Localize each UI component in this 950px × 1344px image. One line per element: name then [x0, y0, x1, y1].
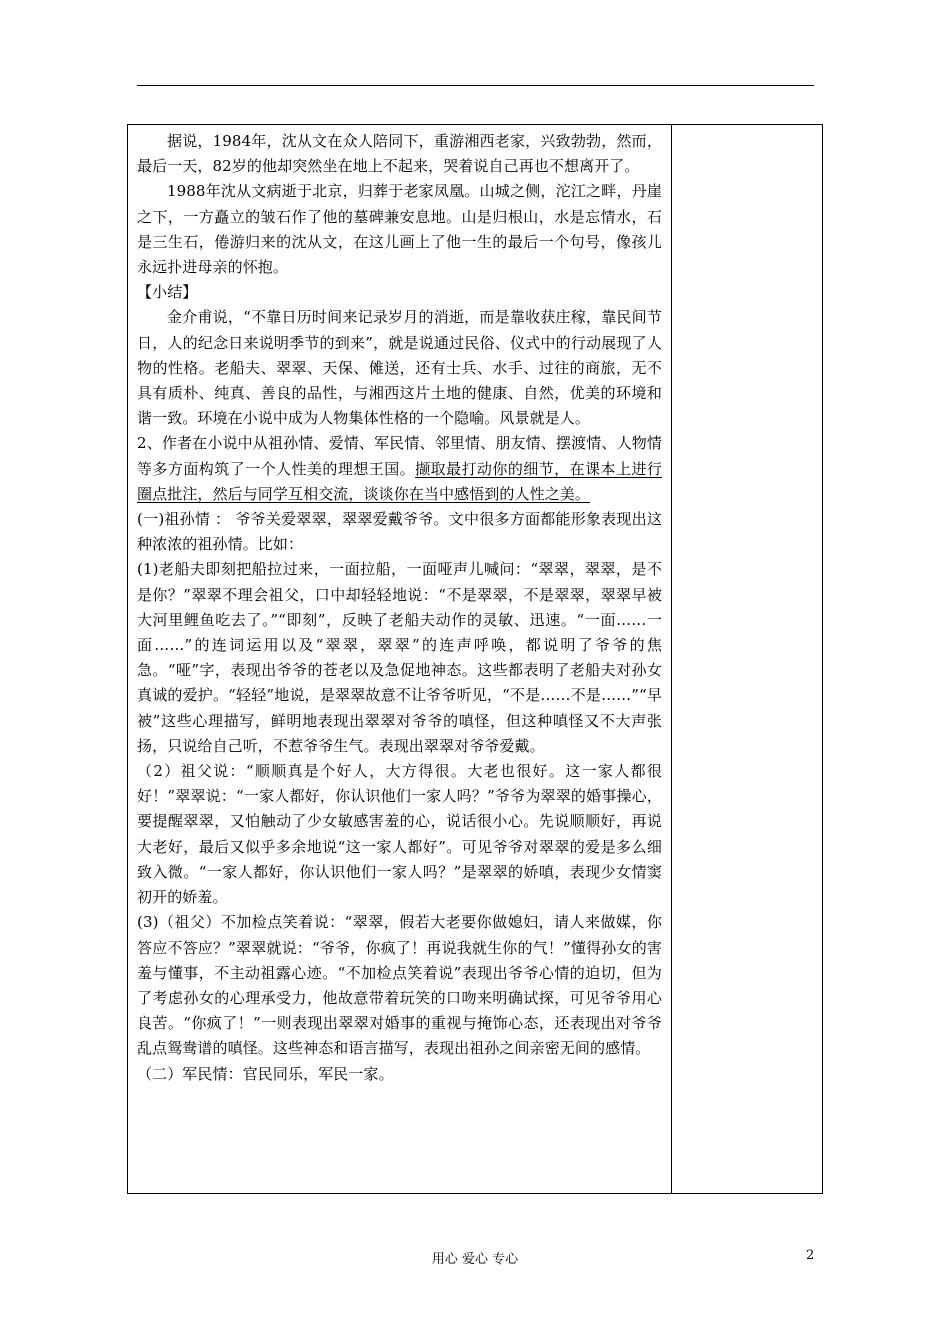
section-military-civilian: （二）军民情：官民同乐，军民一家。 — [137, 1064, 394, 1083]
example-3: (3)（祖父）不加检点笑着说：“翠翠，假若大老要你做媳妇，请人来做媒，你答应不答应？”翠翠就说：“爷爷，你疯了！再说我就生你的气！”懂得孙女的害羞与懂事，不主动祖露心迹。“不加检点笑着说”表现出爷爷心情的迫切，但为了考虑孙女的心理承受力，他故意带着玩笑的口吻来明确试探，可见爷爷用心良苦。“你疯了！”一则表现出翠翠对婚事的重视与掩饰心态，还表现出对爷爷乱点鸳鸯谱的嗔怪。这些神态和语言描写，表现出祖孙之间亲密无间的感情。 — [137, 913, 662, 1058]
paragraph-task — [137, 431, 662, 507]
header-rule — [137, 85, 814, 86]
example-1: (1)老船夫即刻把船拉过来，一面拉船，一面哑声儿喊问：“翠翠，翠翠，是不是你？”翠翠不理会祖父，口中却轻轻地说：“不是翠翠，不是翠翠，翠翠早被大河里鲤鱼吃去了。”“即刻”，反映了老船夫动作的灵敏、迅速。“一面……一面……”的连词运用以及“翠翠，翠翠”的连声呼唤，都说明了爷爷的焦急。“哑”字，表现出爷爷的苍老以及急促地神态。这些都表明了老船夫对孙女真诚的爱护。“轻轻”地说，是翠翠故意不让爷爷听见，“不是……不是……”“早被”这些心理描写，鲜明地表现出翠翠对爷爷的嗔怪，但这种嗔怪又不大声张扬，只说给自己听，不惹爷爷生气。表现出翠翠对爷爷爱戴。 — [137, 560, 662, 755]
footer-motto: 用心 爱心 专心 — [431, 1252, 519, 1267]
main-text-cell — [137, 129, 662, 1087]
page-number: 2 — [806, 1248, 815, 1263]
task-intro: 2、作者在小说中从祖孙情、爱情、军民情、邻里情、朋友情、摆渡情、人物情等多方面构筑了一个人性美的理想王国。 — [137, 434, 662, 478]
example-2: （2）祖父说：“顺顺真是个好人，大方得很。大老也很好。这一家人都很好！”翠翠说：“一家人都好，你认识他们一家人吗？”爷爷为翠翠的婚事操心，要提醒翠翠，又怕触动了少女敏感害羞的心，说话很小心。先说顺顺好，再说大老好，最后又似乎多余地说“这一家人都好”。可见爷爷对翠翠的爱是多么细致入微。“一家人都好，你认识他们一家人吗？”是翠翠的娇嗔，表现少女情窦初开的娇羞。 — [137, 762, 662, 907]
task-instruction-underlined: 撷取最打动你的细节，在课本上进行圈点批注，然后与同学互相交流，谈谈你在当中感悟到的人性之美。 — [137, 459, 662, 503]
lesson-table — [127, 124, 823, 1194]
paragraph-burial: 1988年沈从文病逝于北京，归葬于老家凤凰。山城之侧，沱江之畔，丹崖之下，一方矗立的皱石作了他的墓碑兼安息地。山是归根山，水是忘情水，石是三生石，倦游归来的沈从文，在这儿画上了他一生的最后一个句号，像孩儿永远扑进母亲的怀抱。 — [137, 182, 662, 277]
section-grandparent-love: (一)祖孙情 ： 爷爷关爱翠翠，翠翠爱戴爷爷。文中很多方面都能形象表现出这种浓浓的祖孙情。比如： — [137, 510, 662, 554]
paragraph-summary: 金介甫说，“不靠日历时间来记录岁月的消逝，而是靠收获庄稼，靠民间节日，人的纪念日来说明季节的到来”，就是说通过民俗、仪式中的行动展现了人物的性格。老船夫、翠翠、天保、傩送，还有士兵、水手、过往的商旅，无不具有质朴、纯真、善良的品性，与湘西这片土地的健康、自然，优美的环境和谐一致。环境在小说中成为人物集体性格的一个隐喻。风景就是人。 — [137, 308, 662, 428]
paragraph-visit-hometown: 据说，1984年，沈从文在众人陪同下，重游湘西老家，兴致勃勃，然而，最后一天，82岁的他却突然坐在地上不起来，哭着说自己再也不想离开了。 — [137, 132, 662, 176]
summary-heading: 【小结】 — [137, 283, 198, 302]
column-divider — [671, 125, 672, 1193]
